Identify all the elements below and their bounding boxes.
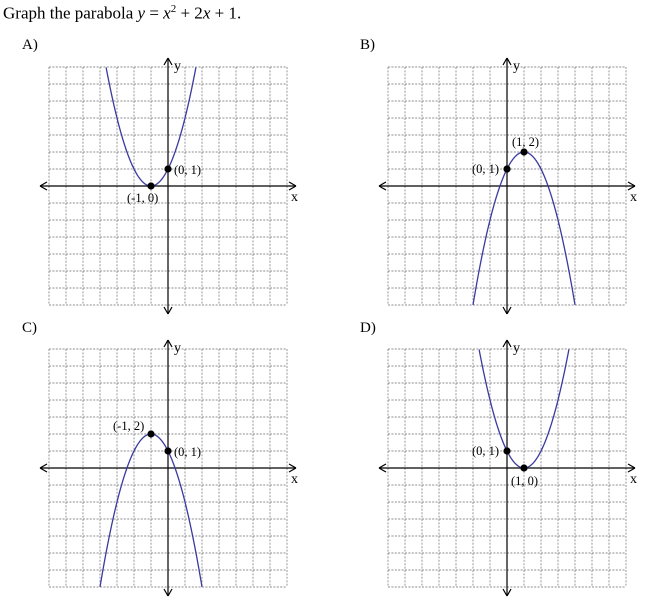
point-label: (0, 1)	[472, 444, 500, 458]
x-axis-label: x	[630, 472, 637, 487]
var-y: y	[137, 3, 146, 23]
graph-option-a[interactable]	[40, 58, 298, 314]
point-label: (1, 2)	[512, 135, 540, 149]
plotted-point	[164, 447, 171, 454]
point-label: (0, 1)	[472, 162, 500, 176]
point-label: (0, 1)	[174, 445, 202, 459]
x-axis-label: x	[630, 190, 637, 205]
option-a-label[interactable]: A)	[22, 37, 38, 53]
option-c-label[interactable]: C)	[22, 320, 37, 336]
plotted-point	[147, 182, 154, 189]
y-axis-label: y	[174, 341, 181, 356]
graph-option-d[interactable]	[379, 340, 637, 596]
graph-option-c[interactable]	[40, 340, 298, 596]
point-label: (-1, 2)	[113, 419, 145, 433]
exponent: 2	[170, 3, 177, 15]
point-label: (-1, 0)	[127, 191, 159, 205]
plotted-point	[520, 464, 527, 471]
plotted-point	[164, 165, 171, 172]
y-axis-label: y	[513, 59, 520, 74]
y-axis-label: y	[174, 59, 181, 74]
x-axis-label: x	[291, 472, 298, 487]
var-x-2: x	[202, 3, 211, 23]
point-label: (0, 1)	[174, 163, 202, 177]
point-label: (1, 0)	[511, 474, 539, 488]
x-axis-label: x	[291, 190, 298, 205]
equals-sign: =	[145, 3, 164, 23]
option-b-label[interactable]: B)	[360, 37, 375, 53]
plotted-point	[520, 148, 527, 155]
option-d-label[interactable]: D)	[360, 320, 376, 336]
graph-option-b[interactable]	[379, 58, 637, 314]
y-axis-label: y	[513, 341, 520, 356]
term-2x: + 2	[176, 3, 203, 23]
question-prefix: Graph the parabola	[3, 3, 138, 23]
plotted-point	[503, 165, 510, 172]
question-tail: + 1.	[210, 3, 242, 23]
var-x: x	[163, 3, 171, 23]
plotted-point	[503, 447, 510, 454]
plotted-point	[147, 430, 154, 437]
